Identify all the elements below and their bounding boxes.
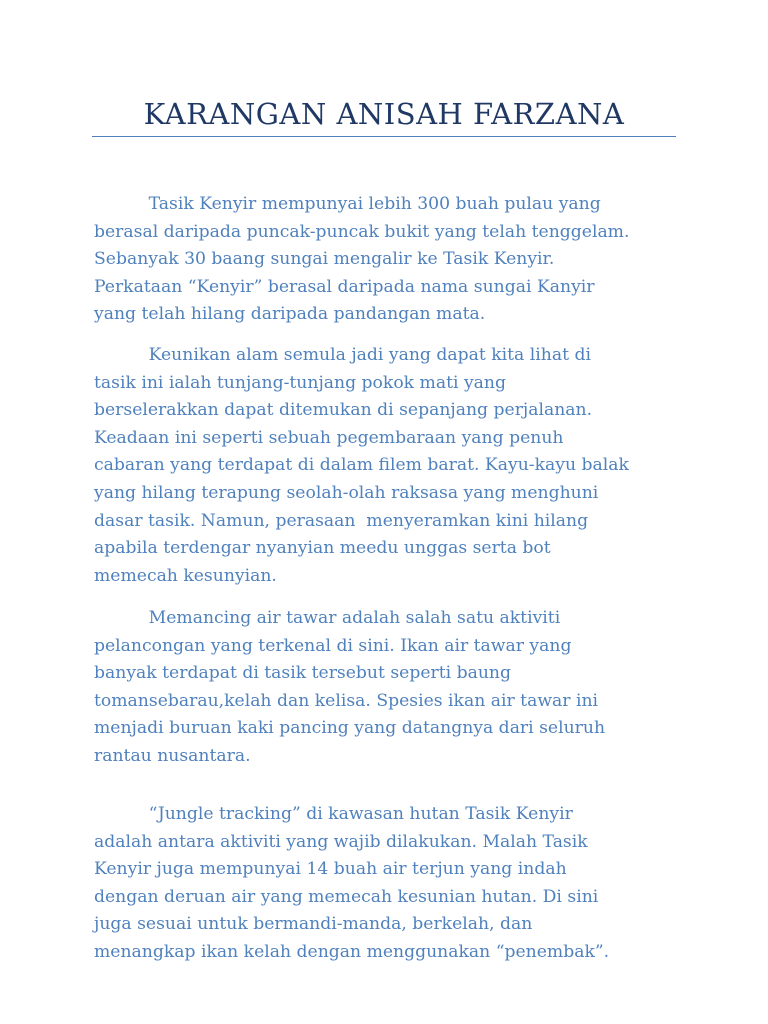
paragraph-line: Memancing air tawar adalah salah satu aktiviti [94,608,561,628]
paragraph-line: dasar tasik. Namun, perasaan menyeramkan kini hilang [94,510,589,531]
paragraph-2 [94,342,684,590]
paragraph-line: tasik ini ialah tunjang-tunjang pokok mati yang [94,372,506,393]
paragraph-line: Keunikan alam semula jadi yang dapat kita lihat di [94,345,591,365]
paragraph-3 [94,605,684,771]
paragraph-line: menangkap ikan kelah dengan menggunakan “penembak”. [94,941,610,962]
paragraph-line: berselerakkan dapat ditemukan di sepanjang perjalanan. [94,400,593,421]
paragraph-line: Tasik Kenyir mempunyai lebih 300 buah pulau yang [94,194,601,214]
paragraph-1 [94,191,684,329]
paragraph-line: adalah antara aktiviti yang wajib dilakukan. Malah Tasik [94,831,588,852]
paragraph-line: berasal daripada puncak-puncak bukit yang telah tenggelam. [94,221,630,242]
paragraph-line: pelancongan yang terkenal di sini. Ikan air tawar yang [94,635,572,656]
paragraph-line: Keadaan ini seperti sebuah pegembaraan yang penuh [94,427,564,448]
paragraph-line: apabila terdengar nyanyian meedu unggas serta bot [94,538,551,559]
document-title: KARANGAN ANISAH FARZANA [143,97,625,131]
paragraph-line: banyak terdapat di tasik tersebut seperti baung [94,663,511,684]
paragraph-line: Kenyir juga mempunyai 14 buah air terjun yang indah [94,859,567,880]
title-underline-rule [92,136,676,137]
paragraph-line: memecah kesunyian. [94,565,277,586]
paragraph-line: Sebanyak 30 baang sungai mengalir ke Tasik Kenyir. [94,249,555,270]
paragraph-line: “Jungle tracking” di kawasan hutan Tasik Kenyir [94,804,573,824]
paragraph-line: yang hilang terapung seolah-olah raksasa yang menghuni [94,482,599,503]
paragraph-line: dengan deruan air yang memecah kesunian hutan. Di sini [94,886,599,907]
paragraph-line: rantau nusantara. [94,745,251,766]
paragraph-line: menjadi buruan kaki pancing yang datangnya dari seluruh [94,718,606,739]
paragraph-line: juga sesuai untuk bermandi-manda, berkelah, dan [94,914,533,935]
paragraph-line: tomansebarau,kelah dan kelisa. Spesies ikan air tawar ini [94,690,599,711]
paragraph-line: cabaran yang terdapat di dalam filem barat. Kayu-kayu balak [94,455,629,476]
paragraph-line: yang telah hilang daripada pandangan mata. [94,304,486,325]
paragraph-line: Perkataan “Kenyir” berasal daripada nama sungai Kanyir [94,276,595,297]
paragraph-4 [94,801,684,967]
